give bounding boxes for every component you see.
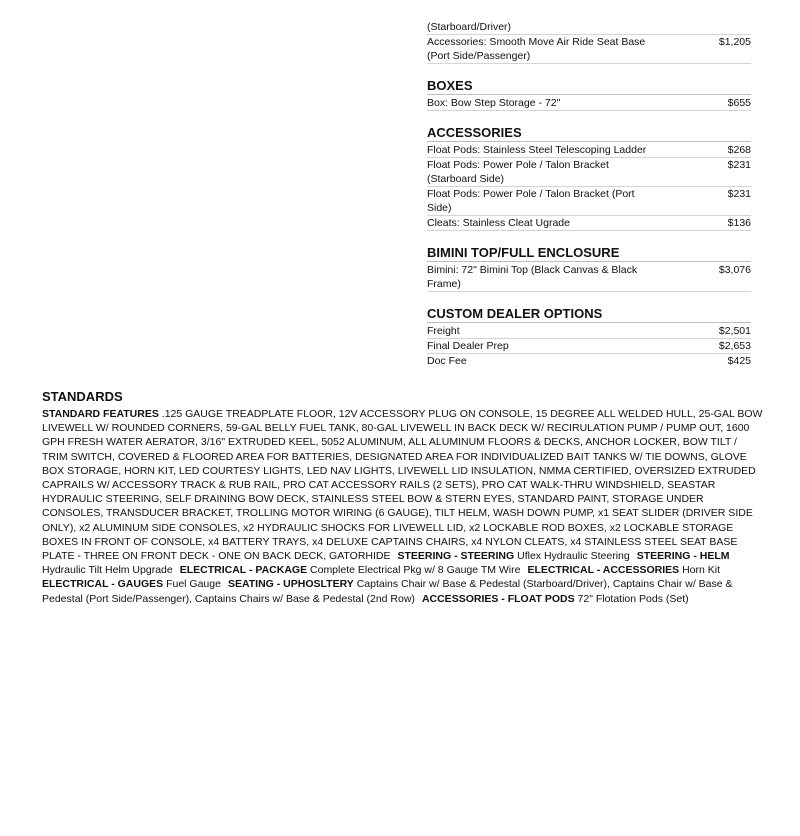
section-title: BOXES [427, 78, 751, 95]
section-title: CUSTOM DEALER OPTIONS [427, 306, 751, 323]
line-item [427, 339, 751, 354]
standards-title: STANDARDS [42, 389, 123, 404]
line-item [427, 324, 751, 339]
continuation-row [427, 20, 751, 34]
item-price: $2,653 [718, 340, 751, 352]
section-title: BIMINI TOP/FULL ENCLOSURE [427, 245, 751, 262]
standards-body [42, 407, 764, 606]
section-dealer-options [427, 306, 751, 368]
item-price: $268 [727, 144, 751, 156]
item-price: $1,205 [718, 36, 751, 48]
item-description: Float Pods: Stainless Steel Telescoping Ladder [427, 144, 647, 156]
item-price: $425 [727, 355, 751, 367]
group-text: .125 GAUGE TREADPLATE FLOOR, 12V ACCESSORY PLUG ON CONSOLE, 15 DEGREE ALL WELDED HULL, 25-GAL BOW LIVEWELL W/ ROUNDED CORNERS, 59-GAL BELLY FUEL TANK, 80-GAL LIVEWELL IN BACK DECK W/ RECIRULATION PUMP / PUMP OUT, 1600 GPH FRESH WATER AERATOR, 3/16" EXTRUDED KEEL, 5052 ALUMINUM, ALL ALUMINUM FLOORS & DECKS, ANCHOR LOCKER, BOW TILT / TRIM SWITCH, COVERED & FLOORED AREA FOR BATTERIES, DESIGNATED AREA FOR INDIVIDUALIZED BAIT TANKS W/ TIE DOWNS, GLOVE BOX STORAGE, HORN KIT, LED COURTESY LIGHTS, LED NAV LIGHTS, LIVEWELL LID INSULATION, NMMA CERTIFIED, OVERSIZED EXTRUDED CAPRAILS W/ ACCESSORY TRACK & RUB RAIL, PRO CAT ACCESSORY RAILS (2 SETS), PRO CAT WALK-THRU WINDSHIELD, SEASTAR HYDRAULIC STEERING, SELF DRAINING BOW DECK, STAINLESS STEEL BOW & STERN EYES, STANDARD PAINT, STORAGE UNDER CONSOLES, TRANSDUCER BRACKET, TROLLING MOTOR WIRING (6 GAUGE), TILT HELM, WASH DOWN PUMP, x1 SEAT SLIDER (DRIVER SIDE ONLY), x2 ALUMINUM SIDE CONSOLES, x2 HYDRAULIC SHOCKS FOR LIVEWELL LID, x2 LOCKABLE ROD BOXES, x2 LOCKABLE STORAGE BOXES IN FRONT OF CONSOLE, x4 BATTERY TRAYS, x4 DELUXE CAPTAINS CHAIRS, x4 NYLON CLEATS, x4 STAINLESS STEEL SEAT BASE PLATE - THREE ON FRONT DECK - ONE ON BACK DECK, GATORHIDE [42, 408, 763, 563]
line-item [427, 187, 751, 216]
group-label: STANDARD FEATURES [42, 408, 159, 420]
group-text: 72" Flotation Pods (Set) [577, 592, 689, 605]
line-item [427, 216, 751, 231]
group-label: STEERING - HELM [636, 550, 730, 563]
item-description: Bimini: 72" Bimini Top (Black Canvas & Black Frame) [427, 264, 638, 290]
section-title: ACCESSORIES [427, 125, 751, 142]
line-item [427, 34, 751, 64]
item-description: Accessories: Smooth Move Air Ride Seat Base (Port Side/Passenger) [427, 36, 646, 62]
line-item [427, 143, 751, 158]
item-price: $231 [727, 188, 751, 200]
group-label: ELECTRICAL - PACKAGE [179, 564, 308, 577]
group-label: ELECTRICAL - GAUGES [42, 578, 164, 591]
group-text: Horn Kit [682, 564, 721, 577]
group-text: Complete Electrical Pkg w/ 8 Gauge TM Wire [310, 564, 521, 577]
item-description: Freight [427, 325, 460, 337]
item-price: $3,076 [718, 264, 751, 276]
group-text: Uflex Hydraulic Steering [517, 550, 630, 563]
group-label: STEERING - STEERING [397, 550, 515, 563]
item-description: (Starboard/Driver) [427, 21, 512, 33]
item-description: Final Dealer Prep [427, 340, 509, 352]
group-label: SEATING - UPHOSLTERY [227, 578, 354, 591]
group-label: ACCESSORIES - FLOAT PODS [421, 592, 575, 605]
line-item [427, 158, 751, 187]
line-item [427, 263, 751, 292]
line-item [427, 354, 751, 368]
group-text: Hydraulic Tilt Helm Upgrade [42, 564, 173, 577]
item-description: Box: Bow Step Storage - 72" [427, 97, 561, 109]
section-boxes [427, 78, 751, 111]
item-description: Float Pods: Power Pole / Talon Bracket (Starboard Side) [427, 159, 609, 185]
group-label: ELECTRICAL - ACCESSORIES [527, 564, 680, 577]
item-price: $136 [727, 217, 751, 229]
section-accessories [427, 125, 751, 231]
section-bimini [427, 245, 751, 292]
group-text: Captains Chair w/ Base & Pedestal (Starboard/Driver), Captains Chair w/ Base & Pedestal (Port Side/Passenger), Captains Chairs w/ Base & Pedestal (2nd Row) [42, 578, 733, 605]
item-description: Float Pods: Power Pole / Talon Bracket (Port Side) [427, 188, 635, 214]
line-item [427, 96, 751, 111]
item-price: $2,501 [718, 325, 751, 337]
item-description: Cleats: Stainless Cleat Ugrade [427, 217, 570, 229]
options-column [427, 20, 751, 368]
item-price: $231 [727, 159, 751, 171]
group-text: Fuel Gauge [166, 578, 221, 591]
item-description: Doc Fee [427, 355, 467, 367]
standards-section [42, 389, 764, 606]
item-price: $655 [727, 97, 751, 109]
